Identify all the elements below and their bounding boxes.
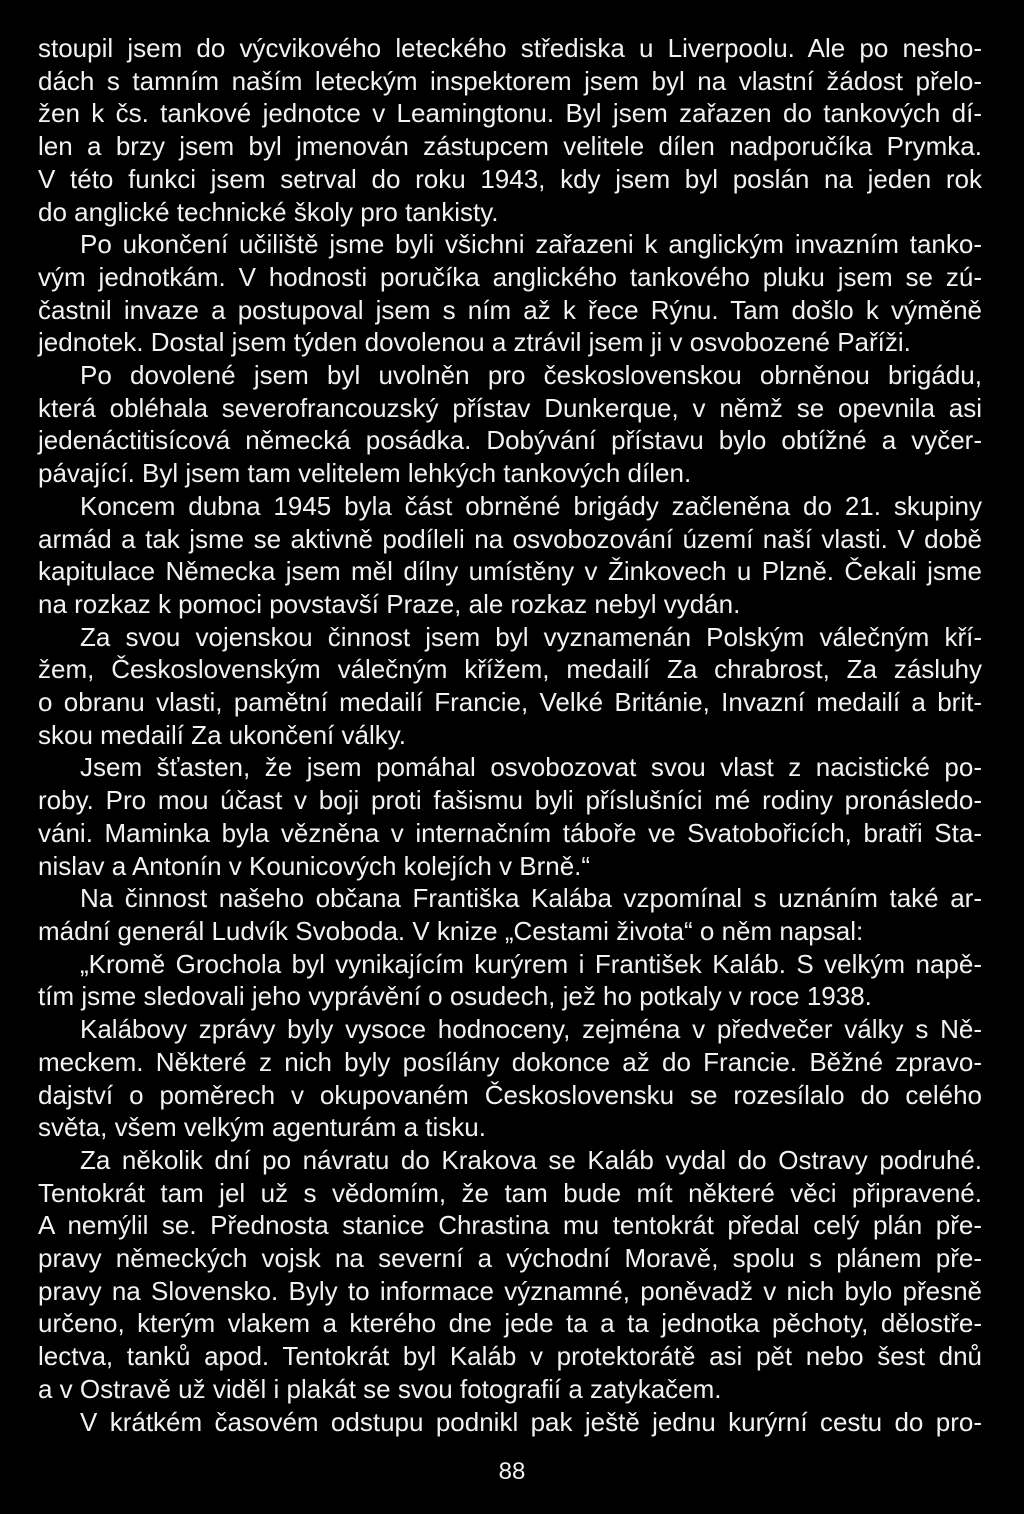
text-line: vým jednotkám. V hodnosti poručíka anglického tankového pluku jsem se zú- bbox=[38, 261, 982, 292]
text-line: určeno, kterým vlakem a kterého dne jede ta a ta jednotka pěchoty, dělostře- bbox=[38, 1308, 982, 1339]
text-line: častnil invaze a postupoval jsem s ním až k řece Rýnu. Tam došlo k výměně bbox=[38, 294, 982, 325]
text-line: dajství o poměrech v okupovaném Československu se rozesílalo do celého bbox=[38, 1079, 982, 1110]
text-line: jedenáctitisícová německá posádka. Dobývání přístavu bylo obtížné a vyčer- bbox=[38, 425, 982, 456]
text-body bbox=[38, 32, 982, 1438]
paragraph bbox=[38, 1013, 982, 1144]
text-line: pávající. Byl jsem tam velitelem lehkých tankových dílen. bbox=[38, 458, 692, 489]
text-line: pravy německých vojsk na severní a východní Moravě, spolu s plánem pře- bbox=[38, 1243, 982, 1274]
text-line: a v Ostravě už viděl i plakát se svou fotografií a zatykačem. bbox=[38, 1373, 722, 1404]
text-line: mádní generál Ludvík Svoboda. V knize „Cestami života“ o něm napsal: bbox=[38, 915, 864, 946]
paragraph bbox=[38, 32, 982, 228]
text-line: „Kromě Grochola byl vynikajícím kurýrem i František Kaláb. S velkým napě- bbox=[80, 948, 982, 979]
text-line: V této funkci jsem setrval do roku 1943, kdy jsem byl poslán na jeden rok bbox=[38, 163, 982, 194]
text-line: váni. Maminka byla vězněna v internačním táboře ve Svatobořicích, bratři Sta- bbox=[38, 817, 982, 848]
text-line: jednotek. Dostal jsem týden dovolenou a ztrávil jsem ji v osvobozené Paříži. bbox=[38, 327, 911, 358]
text-line: světa, všem velkým agenturám a tisku. bbox=[38, 1112, 486, 1143]
text-line: pravy na Slovensko. Byly to informace významné, poněvadž v nich bylo přesně bbox=[38, 1275, 982, 1306]
text-line: žen k čs. tankové jednotce v Leamingtonu. Byl jsem zařazen do tankových dí- bbox=[38, 98, 982, 129]
text-line: kapitulace Německa jsem měl dílny umístěny v Žinkovech u Plzně. Čekali jsme bbox=[38, 556, 982, 587]
text-line: len a brzy jsem byl jmenován zástupcem velitele dílen nadporučíka Prymka. bbox=[38, 131, 982, 162]
text-line: tím jsme sledovali jeho vyprávění o osudech, jež ho potkaly v roce 1938. bbox=[38, 981, 872, 1012]
text-line: Koncem dubna 1945 byla část obrněné brigády začleněna do 21. skupiny bbox=[80, 490, 982, 521]
text-line: do anglické technické školy pro tankisty. bbox=[38, 196, 499, 227]
text-line: Za několik dní po návratu do Krakova se Kaláb vydal do Ostravy podruhé. bbox=[80, 1144, 982, 1175]
paragraph bbox=[38, 490, 982, 621]
text-line: Po ukončení učiliště jsme byli všichni zařazeni k anglickým invazním tanko- bbox=[80, 229, 982, 260]
paragraph bbox=[38, 1406, 982, 1439]
text-line: Za svou vojenskou činnost jsem byl vyznamenán Polským válečným kří- bbox=[80, 621, 982, 652]
text-line: dách s tamním naším leteckým inspektorem jsem byl na vlastní žádost přelo- bbox=[38, 65, 982, 96]
paragraph bbox=[38, 948, 982, 1013]
text-line: skou medailí Za ukončení války. bbox=[38, 719, 407, 750]
paragraph bbox=[38, 359, 982, 490]
text-line: Jsem šťasten, že jsem pomáhal osvobozovat svou vlast z nacistické po- bbox=[80, 752, 982, 783]
text-line: stoupil jsem do výcvikového leteckého střediska u Liverpoolu. Ale po nesho- bbox=[38, 33, 982, 63]
paragraph bbox=[38, 228, 982, 359]
text-line: Po dovolené jsem byl uvolněn pro československou obrněnou brigádu, bbox=[80, 360, 982, 391]
text-line: A nemýlil se. Přednosta stanice Chrastina mu tentokrát předal celý plán pře- bbox=[38, 1210, 982, 1241]
page-number: 88 bbox=[498, 1458, 526, 1485]
paragraph bbox=[38, 751, 982, 882]
text-line: nislav a Antonín v Kounicových kolejích v Brně.“ bbox=[38, 850, 591, 881]
text-line: meckem. Některé z nich byly posílány dokonce až do Francie. Běžné zpravo- bbox=[38, 1046, 982, 1077]
text-line: o obranu vlasti, pamětní medailí Francie, Velké Británie, Invazní medailí a brit- bbox=[38, 687, 982, 718]
paragraph bbox=[38, 882, 982, 947]
text-line: která obléhala severofrancouzský přístav Dunkerque, v němž se opevnila asi bbox=[38, 392, 982, 423]
text-line: roby. Pro mou účast v boji proti fašismu byli příslušníci mé rodiny pronásledo- bbox=[38, 785, 982, 816]
paragraph bbox=[38, 1144, 982, 1406]
text-line: Na činnost našeho občana Františka Kalába vzpomínal s uznáním také ar- bbox=[80, 883, 982, 914]
text-line: žem, Československým válečným křížem, medailí Za chrabrost, Za zásluhy bbox=[38, 654, 982, 685]
text-line: Tentokrát tam jel už s vědomím, že tam bude mít některé věci připravené. bbox=[38, 1177, 982, 1208]
text-line: V krátkém časovém odstupu podnikl pak ještě jednu kurýrní cestu do pro- bbox=[80, 1406, 982, 1437]
text-line: Kalábovy zprávy byly vysoce hodnoceny, zejména v předvečer války s Ně- bbox=[80, 1014, 982, 1045]
text-line: na rozkaz k pomoci povstavší Praze, ale rozkaz nebyl vydán. bbox=[38, 588, 741, 619]
text-line: armád a tak jsme se aktivně podíleli na osvobozování území naší vlasti. V době bbox=[38, 523, 982, 554]
text-line: lectva, tanků apod. Tentokrát byl Kaláb v protektorátě asi pět nebo šest dnů bbox=[38, 1341, 982, 1372]
paragraph bbox=[38, 621, 982, 752]
